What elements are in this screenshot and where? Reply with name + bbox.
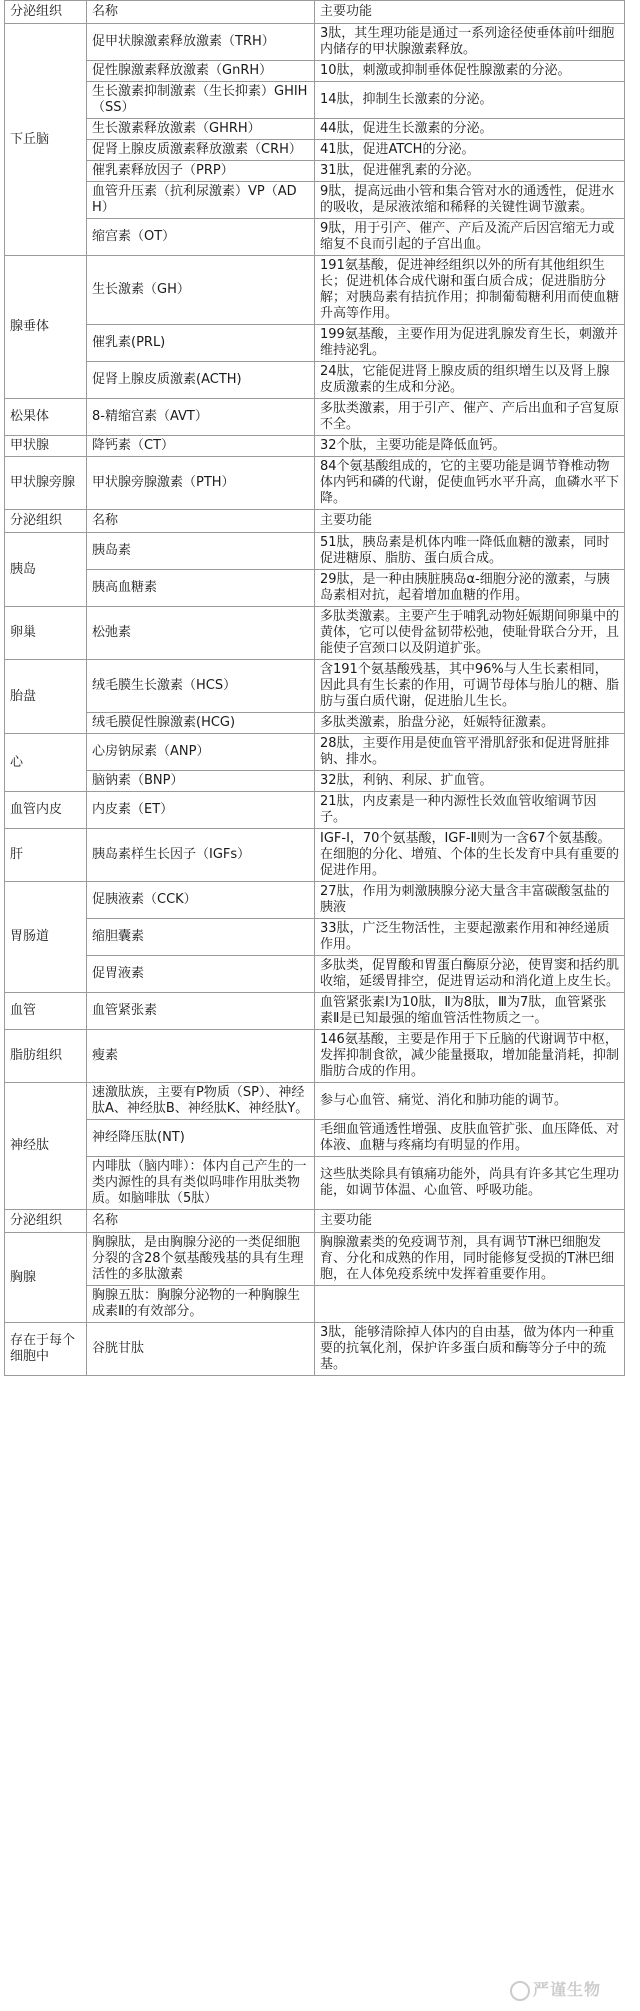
function-cell: 3肽，其生理功能是通过一系列途径使垂体前叶细胞内储存的甲状腺激素释放。	[315, 24, 625, 61]
function-cell: 胸腺激素类的免疫调节剂，具有调节T淋巴细胞发育、分化和成熟的作用，同时能修复受损的T淋巴细胞，在人体免疫系统中发挥着重要作用。	[315, 1233, 625, 1286]
organ-cell: 腺垂体	[5, 256, 87, 399]
function-cell: 146氨基酸，主要是作用于下丘脑的代谢调节中枢，发挥抑制食欲，减少能量摄取，增加能量消耗，抑制脂肪合成的作用。	[315, 1030, 625, 1083]
table-row	[5, 61, 625, 82]
organ-cell: 胸腺	[5, 1233, 87, 1323]
column-header: 名称	[87, 1210, 315, 1233]
hormone-table	[4, 0, 625, 1376]
hormone-name-cell: 谷胱甘肽	[87, 1323, 315, 1376]
hormone-name-cell: 神经降压肽(NT)	[87, 1120, 315, 1157]
function-cell: 14肽，抑制生长激素的分泌。	[315, 82, 625, 119]
organ-cell: 神经肽	[5, 1083, 87, 1210]
hormone-name-cell: 缩胆囊素	[87, 919, 315, 956]
function-cell: 191氨基酸，促进神经组织以外的所有其他组织生长；促进机体合成代谢和蛋白质合成；促进脂肪分解；对胰岛素有拮抗作用；抑制葡萄糖利用而使血糖升高等作用。	[315, 256, 625, 325]
function-cell: 3肽，能够清除掉人体内的自由基，做为体内一种重要的抗氧化剂，保护许多蛋白质和酶等分子中的巯基。	[315, 1323, 625, 1376]
function-cell: 28肽，主要作用是使血管平滑肌舒张和促进肾脏排钠、排水。	[315, 734, 625, 771]
table-row	[5, 919, 625, 956]
table-row	[5, 362, 625, 399]
table-row	[5, 713, 625, 734]
column-header: 主要功能	[315, 1, 625, 24]
hormone-name-cell: 血管紧张素	[87, 993, 315, 1030]
table-row	[5, 829, 625, 882]
hormone-name-cell: 生长激素释放激素（GHRH）	[87, 119, 315, 140]
hormone-name-cell: 速激肽族，主要有P物质（SP）、神经肽A、神经肽B、神经肽K、神经肽Y。	[87, 1083, 315, 1120]
organ-cell: 脂肪组织	[5, 1030, 87, 1083]
table-row	[5, 660, 625, 713]
hormone-name-cell: 促甲状腺激素释放激素（TRH）	[87, 24, 315, 61]
table-row	[5, 399, 625, 436]
table-row	[5, 1233, 625, 1286]
hormone-name-cell: 绒毛膜生长激素（HCS）	[87, 660, 315, 713]
hormone-name-cell: 促胃液素	[87, 956, 315, 993]
table-row	[5, 956, 625, 993]
hormone-name-cell: 胰岛素样生长因子（IGFs）	[87, 829, 315, 882]
hormone-name-cell: 甲状腺旁腺激素（PTH）	[87, 457, 315, 510]
table-row	[5, 1030, 625, 1083]
hormone-name-cell: 胸腺五肽：胸腺分泌物的一种胸腺生成素Ⅱ的有效部分。	[87, 1286, 315, 1323]
watermark-text: 严谨生物	[533, 1980, 602, 1999]
hormone-table-body	[5, 1, 625, 1376]
function-cell: 44肽，促进生长激素的分泌。	[315, 119, 625, 140]
column-header: 主要功能	[315, 510, 625, 533]
hormone-name-cell: 促肾上腺皮质激素(ACTH)	[87, 362, 315, 399]
watermark-logo-icon	[510, 1981, 530, 2001]
hormone-name-cell: 内啡肽（脑内啡）：体内自己产生的一类内源性的具有类似吗啡作用肽类物质。如脑啡肽（5肽）	[87, 1157, 315, 1210]
table-row	[5, 457, 625, 510]
function-cell: 多肽类，促胃酸和胃蛋白酶原分泌，使胃窦和括约肌收缩，延缓胃排空，促进胃运动和消化道上皮生长。	[315, 956, 625, 993]
table-row	[5, 140, 625, 161]
function-cell: 21肽，内皮素是一种内源性长效血管收缩调节因子。	[315, 792, 625, 829]
hormone-name-cell: 绒毛膜促性腺激素(HCG)	[87, 713, 315, 734]
table-row	[5, 607, 625, 660]
organ-cell: 血管内皮	[5, 792, 87, 829]
function-cell: 血管紧张素Ⅰ为10肽，Ⅱ为8肽，Ⅲ为7肽，血管紧张素Ⅱ是已知最强的缩血管活性物质之一。	[315, 993, 625, 1030]
table-row	[5, 436, 625, 457]
column-header: 名称	[87, 510, 315, 533]
organ-cell: 心	[5, 734, 87, 792]
function-cell: 24肽，它能促进肾上腺皮质的组织增生以及肾上腺皮质激素的生成和分泌。	[315, 362, 625, 399]
organ-cell: 甲状腺	[5, 436, 87, 457]
table-row	[5, 882, 625, 919]
function-cell: 32个肽，主要功能是降低血钙。	[315, 436, 625, 457]
organ-cell: 卵巢	[5, 607, 87, 660]
table-row	[5, 82, 625, 119]
table-row	[5, 325, 625, 362]
table-row	[5, 161, 625, 182]
organ-cell: 存在于每个细胞中	[5, 1323, 87, 1376]
table-row	[5, 182, 625, 219]
organ-cell: 松果体	[5, 399, 87, 436]
function-cell: 多肽类激素，胎盘分泌，妊娠特征激素。	[315, 713, 625, 734]
function-cell: 含191个氨基酸残基，其中96%与人生长素相同，因此具有生长素的作用，可调节母体与胎儿的糖、脂肪与蛋白质代谢，促进胎儿生长。	[315, 660, 625, 713]
hormone-name-cell: 催乳素(PRL)	[87, 325, 315, 362]
table-row	[5, 570, 625, 607]
hormone-name-cell: 降钙素（CT）	[87, 436, 315, 457]
column-header: 分泌组织	[5, 1210, 87, 1233]
table-row	[5, 771, 625, 792]
organ-cell: 下丘脑	[5, 24, 87, 256]
table-row	[5, 792, 625, 829]
organ-cell: 肝	[5, 829, 87, 882]
table-row	[5, 533, 625, 570]
function-cell: 10肽，刺激或抑制垂体促性腺激素的分泌。	[315, 61, 625, 82]
table-row	[5, 1120, 625, 1157]
hormone-name-cell: 促肾上腺皮质激素释放激素（CRH）	[87, 140, 315, 161]
organ-cell: 血管	[5, 993, 87, 1030]
organ-cell: 胃肠道	[5, 882, 87, 993]
hormone-name-cell: 促性腺激素释放激素（GnRH）	[87, 61, 315, 82]
function-cell: 31肽，促进催乳素的分泌。	[315, 161, 625, 182]
column-header: 主要功能	[315, 1210, 625, 1233]
hormone-name-cell: 血管升压素（抗利尿激素）VP（ADH）	[87, 182, 315, 219]
header-row	[5, 1, 625, 24]
function-cell: 199氨基酸，主要作用为促进乳腺发育生长，刺激并维持泌乳。	[315, 325, 625, 362]
table-row	[5, 1286, 625, 1323]
table-row	[5, 1083, 625, 1120]
hormone-name-cell: 松弛素	[87, 607, 315, 660]
function-cell: IGF-Ⅰ，70个氨基酸，IGF-Ⅱ则为一含67个氨基酸。在细胞的分化、增殖、个体的生长发育中具有重要的促进作用。	[315, 829, 625, 882]
hormone-name-cell: 催乳素释放因子（PRP）	[87, 161, 315, 182]
header-row	[5, 510, 625, 533]
table-row	[5, 734, 625, 771]
function-cell: 51肽，胰岛素是机体内唯一降低血糖的激素，同时促进糖原、脂肪、蛋白质合成。	[315, 533, 625, 570]
hormone-name-cell: 胸腺肽，是由胸腺分泌的一类促细胞分裂的含28个氨基酸残基的具有生理活性的多肽激素	[87, 1233, 315, 1286]
column-header: 分泌组织	[5, 510, 87, 533]
hormone-name-cell: 瘦素	[87, 1030, 315, 1083]
table-row	[5, 24, 625, 61]
table-row	[5, 219, 625, 256]
table-row	[5, 1323, 625, 1376]
hormone-name-cell: 胰高血糖素	[87, 570, 315, 607]
hormone-name-cell: 8-精缩宫素（AVT）	[87, 399, 315, 436]
table-row	[5, 119, 625, 140]
function-cell	[315, 1286, 625, 1323]
hormone-name-cell: 内皮素（ET）	[87, 792, 315, 829]
header-row	[5, 1210, 625, 1233]
organ-cell: 胎盘	[5, 660, 87, 734]
function-cell: 41肽，促进ATCH的分泌。	[315, 140, 625, 161]
function-cell: 毛细血管通透性增强、皮肤血管扩张、血压降低、对体液、血糖与疼痛均有明显的作用。	[315, 1120, 625, 1157]
organ-cell: 甲状腺旁腺	[5, 457, 87, 510]
watermark	[510, 1977, 601, 2001]
function-cell: 33肽，广泛生物活性，主要起激素作用和神经递质作用。	[315, 919, 625, 956]
column-header: 分泌组织	[5, 1, 87, 24]
hormone-name-cell: 心房钠尿素（ANP）	[87, 734, 315, 771]
function-cell: 多肽类激素，用于引产、催产、产后出血和子宫复原不全。	[315, 399, 625, 436]
hormone-name-cell: 脑钠素（BNP）	[87, 771, 315, 792]
organ-cell: 胰岛	[5, 533, 87, 607]
function-cell: 27肽，作用为刺激胰腺分泌大量含丰富碳酸氢盐的胰液	[315, 882, 625, 919]
function-cell: 84个氨基酸组成的，它的主要功能是调节脊椎动物体内钙和磷的代谢，促使血钙水平升高，血磷水平下降。	[315, 457, 625, 510]
function-cell: 多肽类激素。主要产生于哺乳动物妊娠期间卵巢中的黄体，它可以使骨盆韧带松弛，使耻骨联合分开，且能使子宫颈口以及阴道扩张。	[315, 607, 625, 660]
function-cell: 9肽，提高远曲小管和集合管对水的通透性，促进水的吸收，是尿液浓缩和稀释的关键性调节激素。	[315, 182, 625, 219]
function-cell: 29肽，是一种由胰脏胰岛α-细胞分泌的激素，与胰岛素相对抗，起着增加血糖的作用。	[315, 570, 625, 607]
function-cell: 这些肽类除具有镇痛功能外，尚具有许多其它生理功能，如调节体温、心血管、呼吸功能。	[315, 1157, 625, 1210]
hormone-name-cell: 胰岛素	[87, 533, 315, 570]
hormone-name-cell: 促胰液素（CCK）	[87, 882, 315, 919]
table-row	[5, 256, 625, 325]
function-cell: 参与心血管、痛觉、消化和肺功能的调节。	[315, 1083, 625, 1120]
hormone-name-cell: 生长激素抑制激素（生长抑素）GHIH（SS）	[87, 82, 315, 119]
table-row	[5, 993, 625, 1030]
hormone-name-cell: 缩宫素（OT）	[87, 219, 315, 256]
table-row	[5, 1157, 625, 1210]
function-cell: 32肽，利钠、利尿、扩血管。	[315, 771, 625, 792]
hormone-name-cell: 生长激素（GH）	[87, 256, 315, 325]
column-header: 名称	[87, 1, 315, 24]
function-cell: 9肽，用于引产、催产、产后及流产后因宫缩无力或缩复不良而引起的子宫出血。	[315, 219, 625, 256]
